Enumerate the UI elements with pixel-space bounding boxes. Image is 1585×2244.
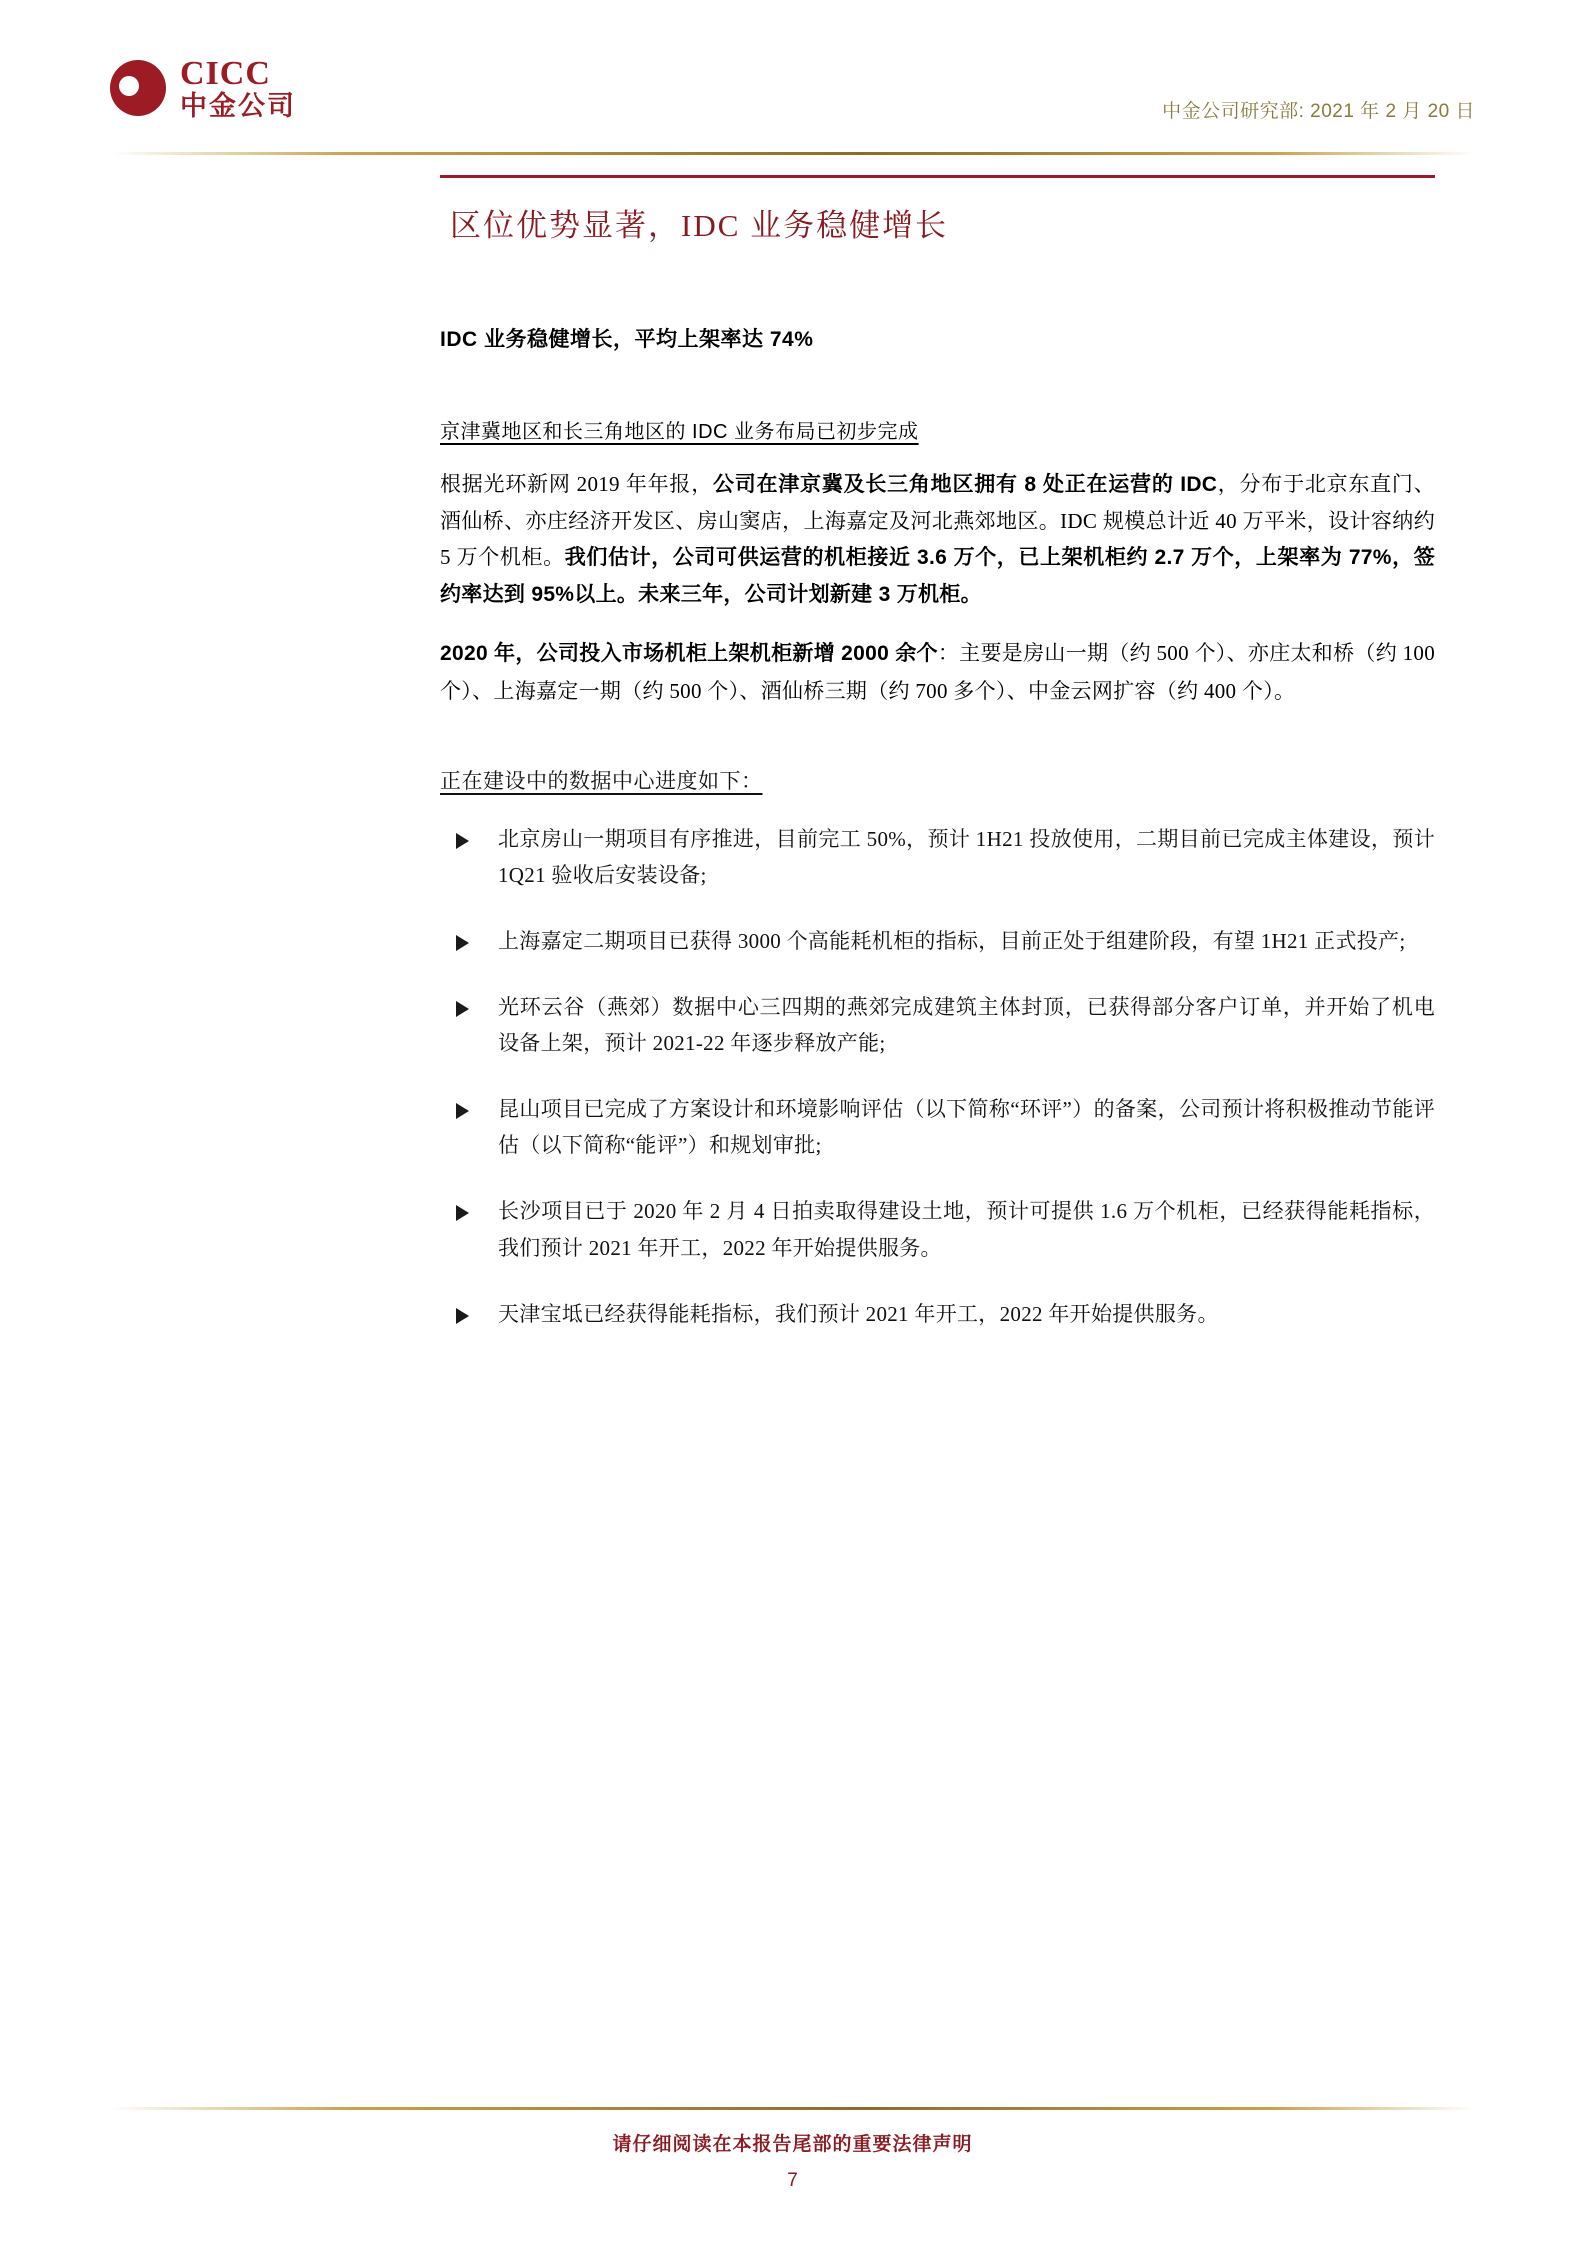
list-item-text: 北京房山一期项目有序推进，目前完工 50%，预计 1H21 投放使用，二期目前已完成主体建设，预计 1Q21 验收后安装设备; [498, 826, 1435, 887]
page-title: 区位优势显著，IDC 业务稳健增长 [450, 208, 949, 243]
page-content [440, 175, 1435, 1362]
page-header [110, 56, 1475, 152]
list-item-text: 昆山项目已完成了方案设计和环境影响评估（以下简称“环评”）的备案，公司预计将积极推动节能评估（以下简称“能评”）和规划审批; [498, 1097, 1435, 1158]
bullet-triangle-icon [456, 833, 469, 849]
subheading-2: 正在建设中的数据中心进度如下： [440, 768, 763, 793]
list-item [440, 821, 1435, 893]
page-number: 7 [787, 2170, 798, 2191]
p2-rest: ：主要是房山一期（约 500 个）、亦庄太和桥（约 100 个）、上海嘉定一期（约 500 个）、酒仙桥三期（约 700 多个）、中金云网扩容（约 400 个）。 [440, 641, 1436, 703]
bullet-triangle-icon [456, 935, 469, 951]
lead-heading: IDC 业务稳健增长，平均上架率达 74% [440, 328, 814, 351]
p1-pre: 根据光环新网 2019 年年报， [440, 472, 713, 496]
bullet-triangle-icon [456, 1001, 469, 1017]
cicc-logo-mark-icon [110, 60, 166, 116]
list-item-text: 天津宝坻已经获得能耗指标，我们预计 2021 年开工，2022 年开始提供服务。 [498, 1301, 1219, 1326]
list-item [440, 1296, 1435, 1332]
p1-bold-2: 我们估计，公司可供运营的机柜接近 3.6 万个，已上架机柜约 2.7 万个，上架率为 77%，签约率达到 95%以上。未来三年，公司计划新建 3 万机柜。 [440, 546, 1435, 607]
list-item [440, 989, 1435, 1061]
logo-text-en: CICC [180, 55, 271, 92]
footer-disclaimer: 请仔细阅读在本报告尾部的重要法律声明 [612, 2134, 973, 2155]
p1-bold-1: 公司在津京冀及长三角地区拥有 8 处正在运营的 IDC [712, 473, 1218, 496]
paragraph-2 [440, 635, 1435, 708]
list-item-text: 上海嘉定二期项目已获得 3000 个高能耗机柜的指标，目前正处于组建阶段，有望 1H21 正式投产; [498, 928, 1406, 953]
list-item [440, 1091, 1435, 1163]
list-item [440, 1193, 1435, 1265]
list-item-text: 长沙项目已于 2020 年 2 月 4 日拍卖取得建设土地，预计可提供 1.6 万个机柜，已经获得能耗指标，我们预计 2021 年开工，2022 年开始提供服务。 [498, 1199, 1435, 1260]
footer-divider [110, 2107, 1475, 2110]
bullet-list [440, 821, 1435, 1332]
p2-bold: 2020 年，公司投入市场机柜上架机柜新增 2000 余个 [440, 642, 938, 666]
list-item-text: 光环云谷（燕郊）数据中心三四期的燕郊完成建筑主体封顶，已获得部分客户订单，并开始了机电设备上架，预计 2021-22 年逐步释放产能; [498, 994, 1435, 1056]
section-title-rule [440, 175, 1435, 178]
bullet-triangle-icon [456, 1103, 469, 1119]
subheading-1: 京津冀地区和长三角地区的 IDC 业务布局已初步完成 [440, 421, 919, 443]
paragraph-1 [440, 466, 1435, 613]
bullet-triangle-icon [456, 1308, 469, 1324]
cicc-logo-text [180, 56, 296, 120]
bullet-triangle-icon [456, 1205, 469, 1221]
list-item [440, 923, 1435, 959]
header-meta: 中金公司研究部: 2021 年 2 月 20 日 [1162, 101, 1475, 122]
cicc-logo [110, 56, 296, 120]
header-divider [110, 152, 1475, 155]
p1-mid: ，分布于北京东直门、酒仙桥、亦庄经济开发区、房山窦店，上海嘉定及河北燕郊地区。IDC 规模总计近 40 万平米，设计容纳约 5 万个机柜。 [440, 472, 1435, 570]
logo-text-cn: 中金公司 [180, 90, 296, 121]
